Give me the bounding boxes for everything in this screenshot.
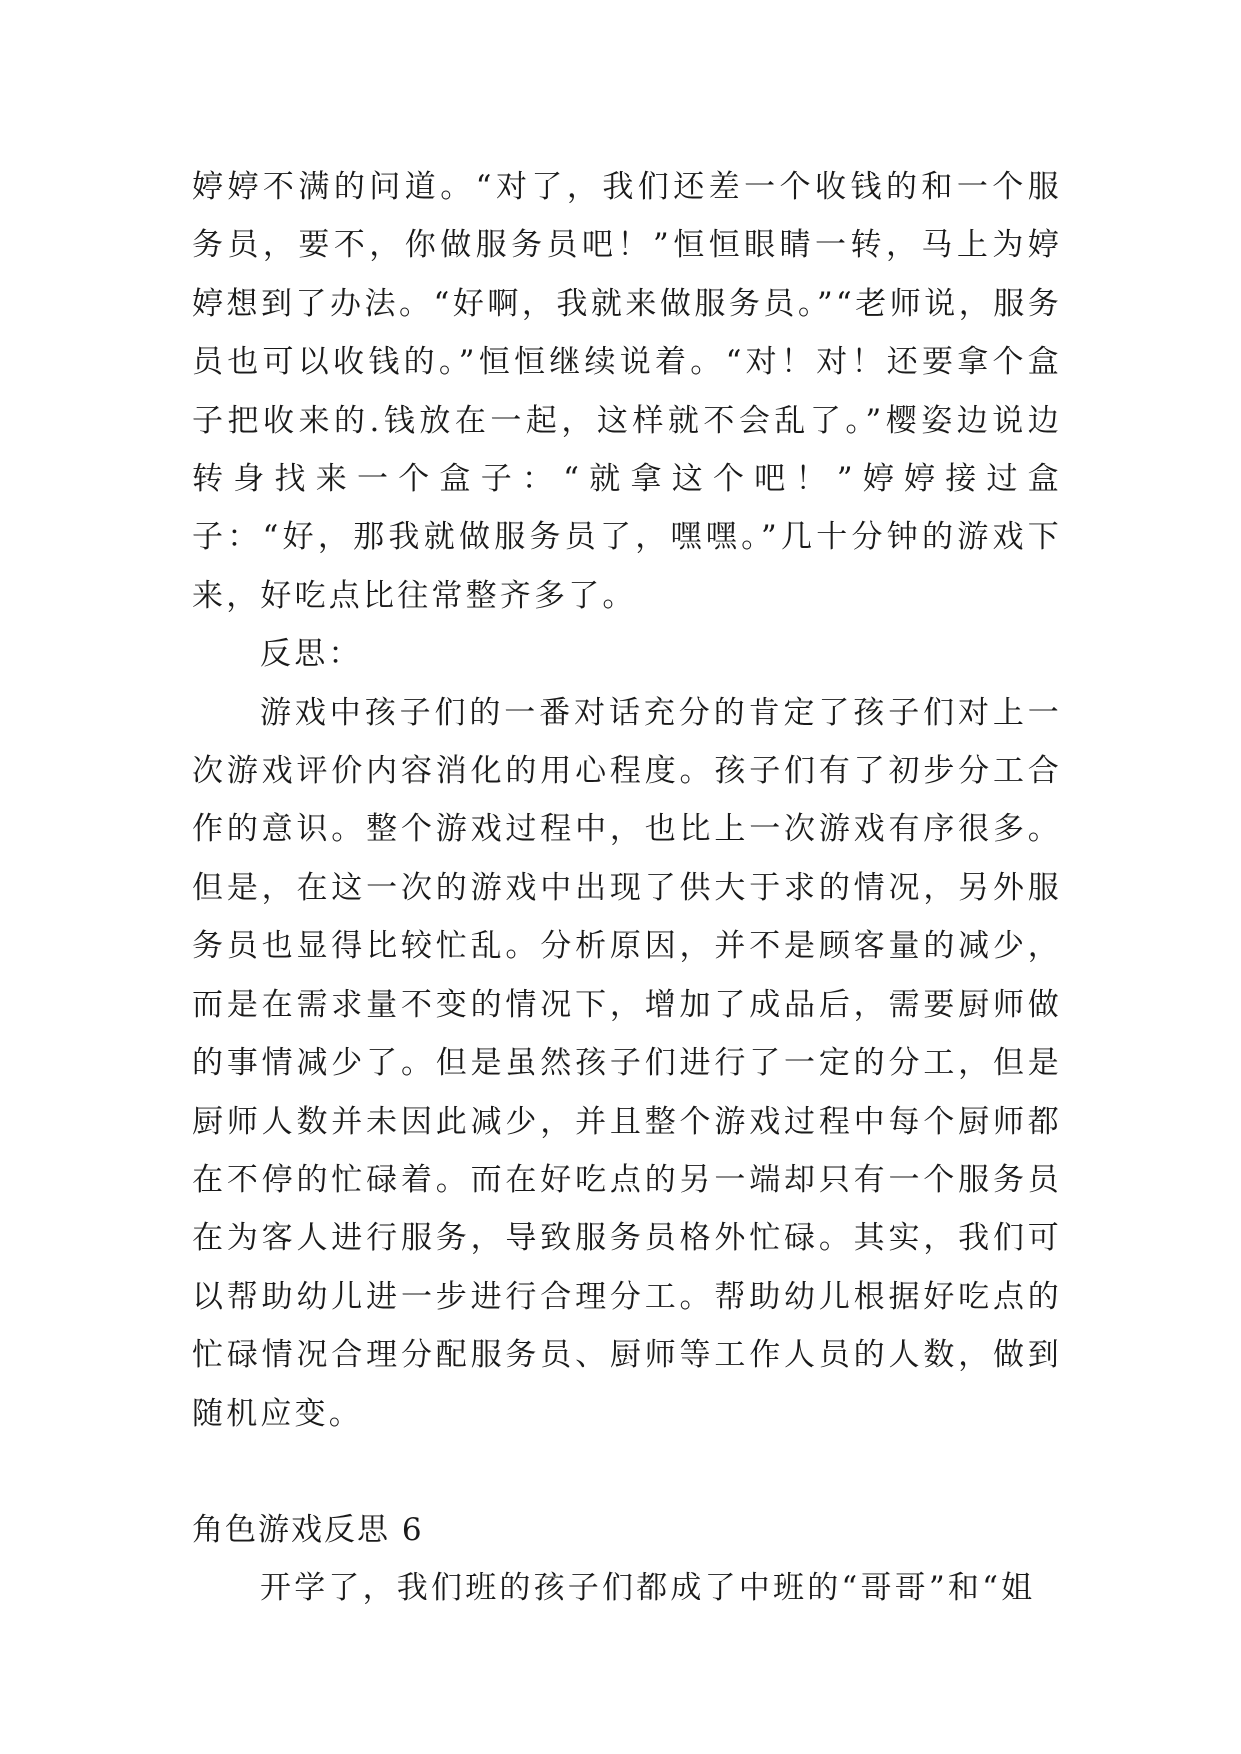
- section-heading: 角色游戏反思 6: [192, 1511, 424, 1548]
- story-paragraph: 婷婷不满的问道。“对了，我们还差一个收钱的和一个服务员，要不，你做服务员吧！”恒恒眼睛一转，马上为婷婷想到了办法。“好啊，我就来做服务员。”“老师说，服务员也可以收钱的。”恒恒继续说着。“对！对！还要拿个盒子把收来的.钱放在一起，这样就不会乱了。”樱姿边说边转身找来一个盒子：“就拿这个吧！”婷婷接过盒子：“好，那我就做服务员了，嘿嘿。”几十分钟的游戏下来，好吃点比往常整齐多了。: [192, 169, 1062, 614]
- section-first-paragraph: 开学了，我们班的孩子们都成了中班的“哥哥”和“姐: [260, 1570, 1036, 1607]
- reflection-paragraph: 游戏中孩子们的一番对话充分的肯定了孩子们对上一次游戏评价内容消化的用心程度。孩子们有了初步分工合作的意识。整个游戏过程中，也比上一次游戏有序很多。但是，在这一次的游戏中出现了供大于求的情况，另外服务员也显得比较忙乱。分析原因，并不是顾客量的减少，而是在需求量不变的情况下，增加了成品后，需要厨师做的事情减少了。但是虽然孩子们进行了一定的分工，但是厨师人数并未因此减少，并且整个游戏过程中每个厨师都在不停的忙碌着。而在好吃点的另一端却只有一个服务员在为客人进行服务，导致服务员格外忙碌。其实，我们可以帮助幼儿进一步进行合理分工。帮助幼儿根据好吃点的忙碌情况合理分配服务员、厨师等工作人员的人数，做到随机应变。: [192, 694, 1062, 1432]
- document-body: [192, 158, 1062, 1618]
- reflection-label: 反思：: [260, 636, 363, 673]
